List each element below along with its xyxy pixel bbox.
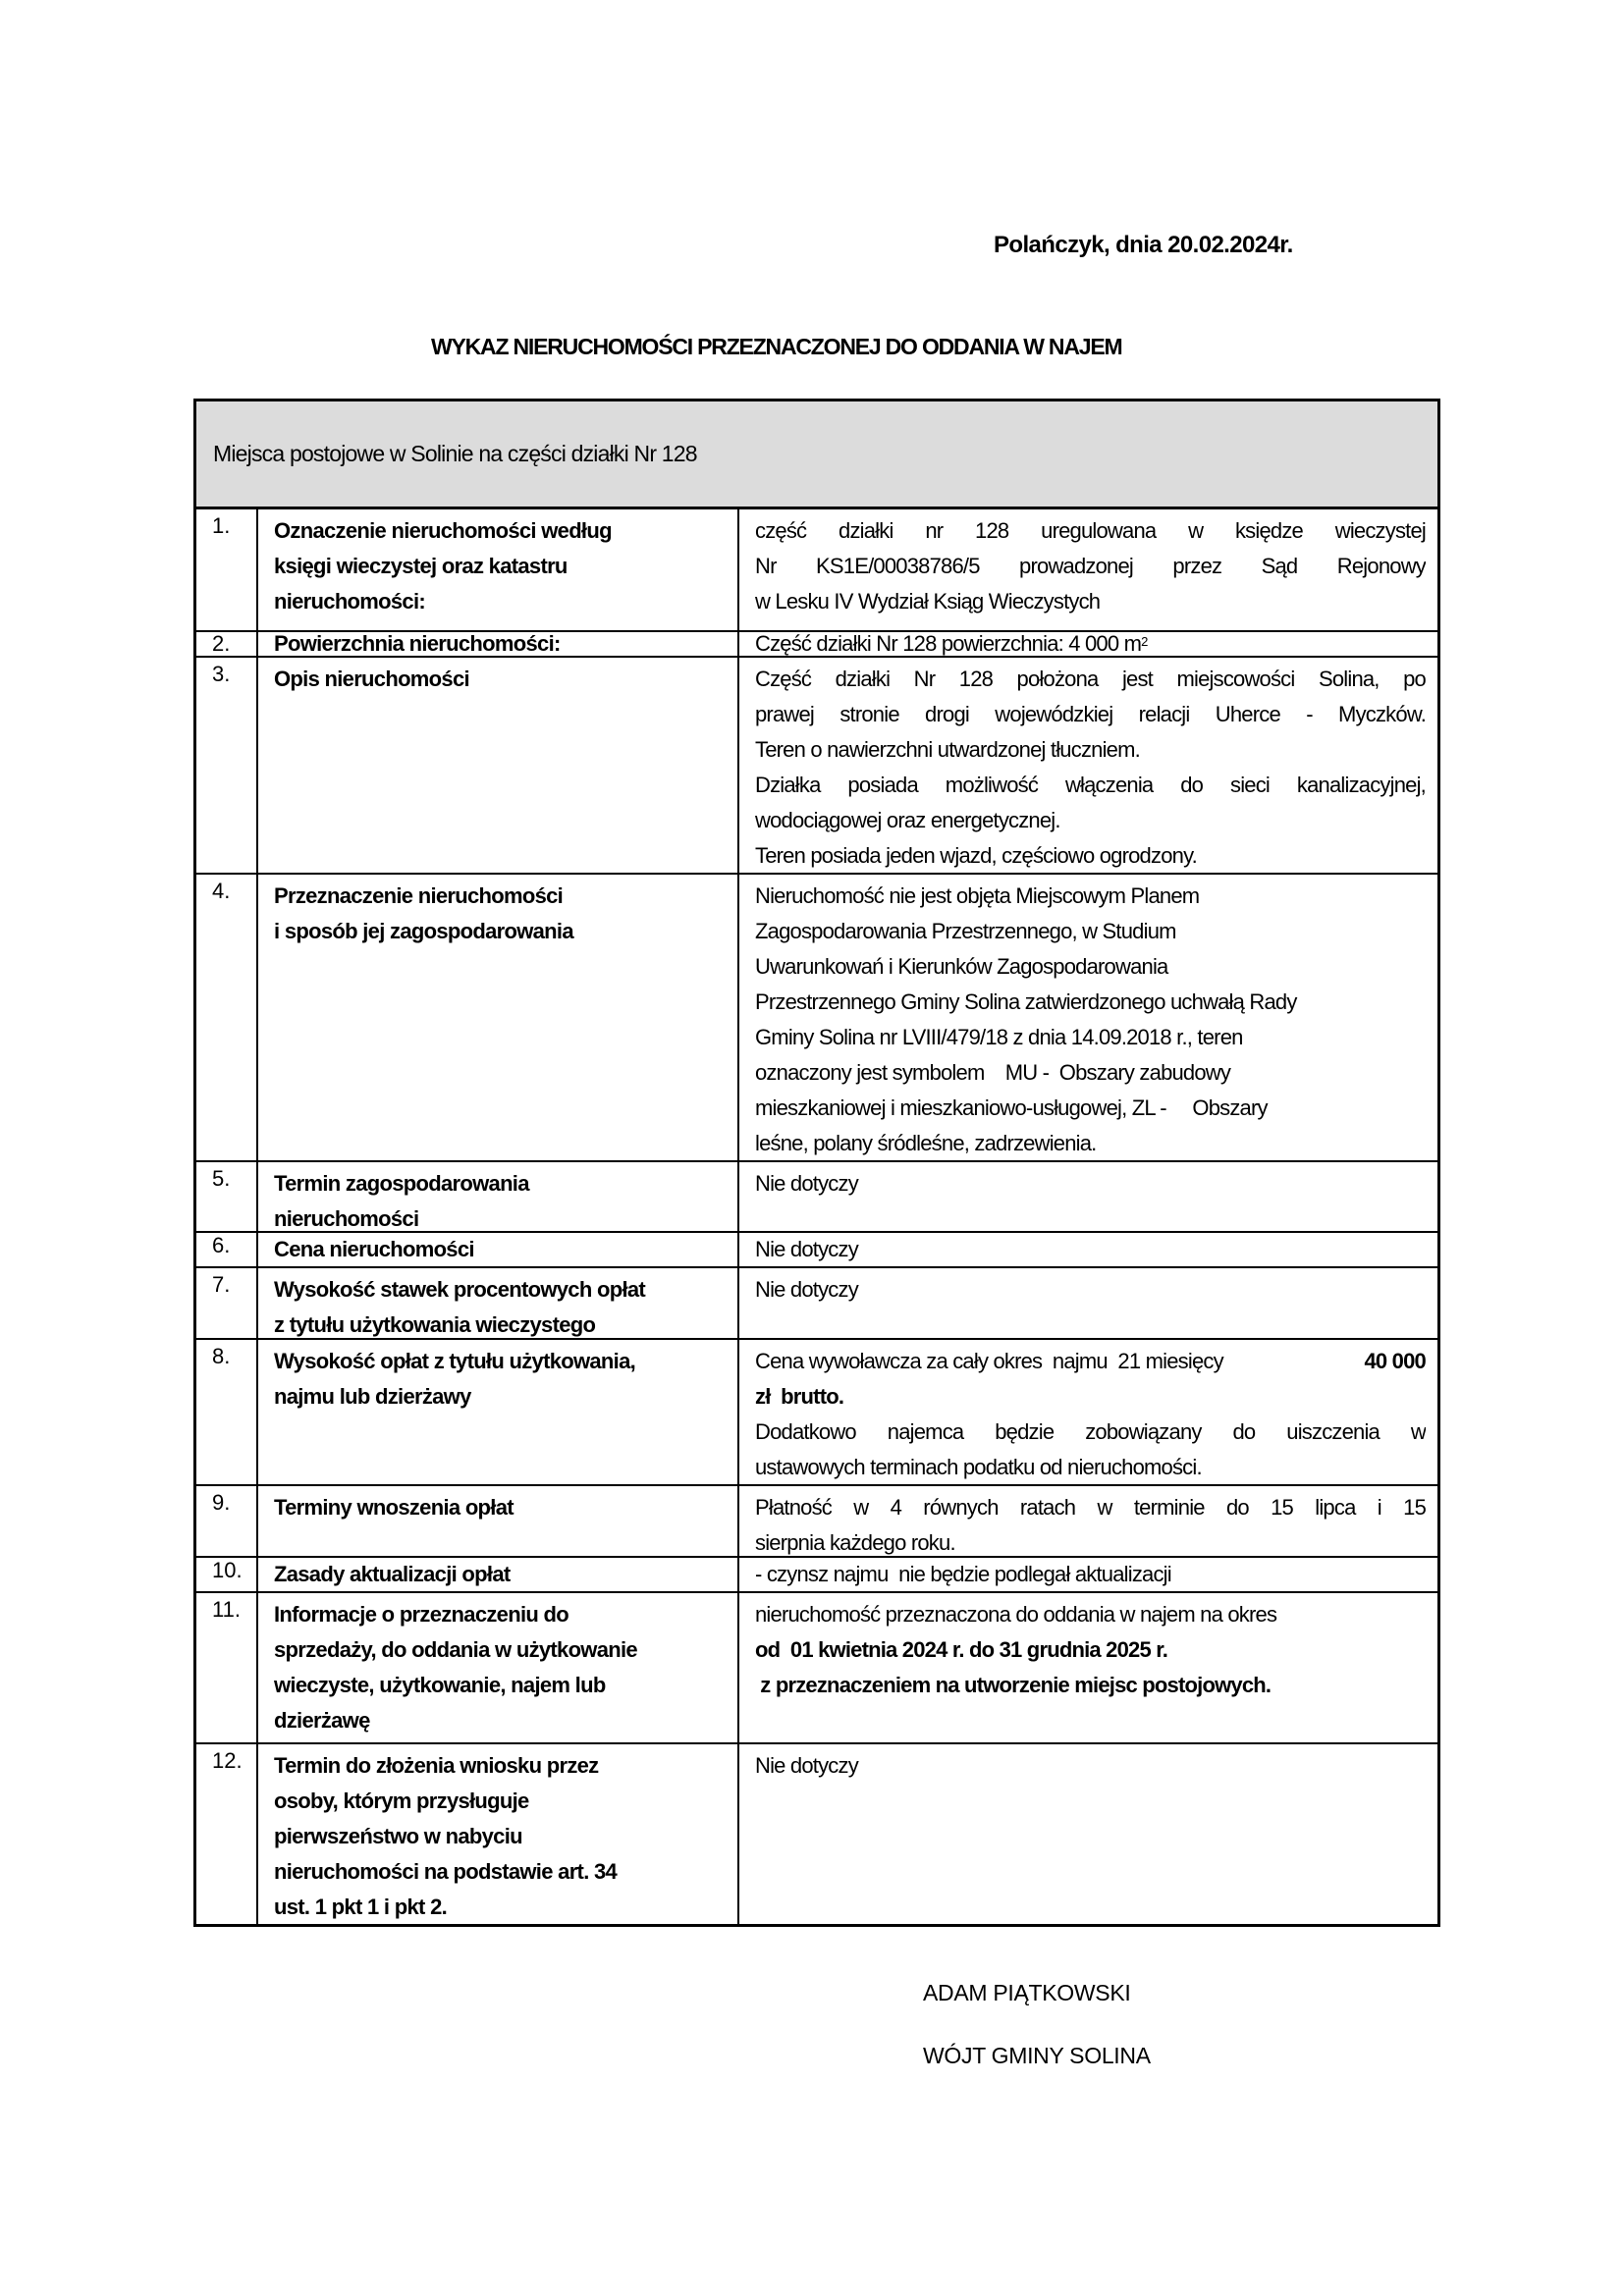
row-number: 11. [196,1593,258,1742]
label-line: z tytułu użytkowania wieczystego [274,1312,596,1337]
row-number: 7. [196,1268,258,1338]
table-caption-row [196,401,1437,509]
row-value [739,1593,1437,1742]
value-line: nieruchomość przeznaczona do oddania w najem na okres [755,1602,1277,1627]
row-value [739,1268,1437,1338]
value-line: Cena wywoławcza za cały okres najmu 21 miesięcy 40 000 [755,1344,1426,1379]
value-line: leśne, polany śródleśne, zadrzewienia. [755,1131,1097,1155]
table-row [196,1744,1437,1924]
row-value [739,658,1437,873]
row-label [258,1268,739,1338]
table-row [196,1233,1437,1268]
place-date: Polańczyk, dnia 20.02.2024r. [994,232,1293,258]
label-line: księgi wieczystej oraz katastru [274,554,568,578]
row-label [258,1486,739,1556]
value-line [755,1379,1426,1415]
signatory-position: WÓJT GMINY SOLINA [923,2043,1151,2068]
label-line: Informacje o przeznaczeniu do [274,1602,568,1627]
value-line: Nie dotyczy [755,1277,858,1302]
row-label [258,875,739,1160]
row-value [739,875,1437,1160]
value-line: Gminy Solina nr LVIII/479/18 z dnia 14.09.2018 r., teren [755,1025,1243,1049]
row-label [258,1593,739,1742]
row-value [739,1558,1437,1591]
value-line: Nieruchomość nie jest objęta Miejscowym Planem [755,883,1200,908]
row-number: 4. [196,875,258,1160]
row-label [258,1162,739,1231]
value-line: wodociągowej oraz energetycznej. [755,808,1060,832]
table-row [196,1558,1437,1593]
table-row [196,1593,1437,1744]
value-line: ustawowych terminach podatku od nieruchomości. [755,1455,1202,1479]
table-row [196,658,1437,875]
table-row [196,632,1437,658]
label-line: Przeznaczenie nieruchomości [274,883,564,908]
row-number: 8. [196,1340,258,1484]
label-line: sprzedaży, do oddania w użytkowanie [274,1637,637,1662]
table-row [196,509,1437,632]
table-row [196,1340,1437,1486]
row-value [739,1340,1437,1484]
value-line: Nie dotyczy [755,1753,858,1778]
label-line: Powierzchnia nieruchomości: [274,631,561,656]
row-label [258,1233,739,1266]
row-label [258,1340,739,1484]
row-number: 1. [196,509,258,630]
value-line: mieszkaniowej i mieszkaniowo-usługowej, ZL - Obszary [755,1095,1268,1120]
value-line: Zagospodarowania Przestrzennego, w Studium [755,919,1176,943]
table-row [196,1162,1437,1233]
row-value [739,1486,1437,1556]
price-amount: 40 000 [1364,1349,1426,1373]
value-line: Działka posiada możliwość włączenia do sieci kanalizacyjnej, [755,773,1426,797]
label-line: Zasady aktualizacji opłat [274,1562,511,1586]
value-line: Dodatkowo najemca będzie zobowiązany do uiszczenia w [755,1419,1426,1444]
row-value [739,1233,1437,1266]
signatory-name: ADAM PIĄTKOWSKI [923,1980,1131,2005]
label-line: i sposób jej zagospodarowania [274,919,573,943]
value-line: Uwarunkowań i Kierunków Zagospodarowania [755,954,1168,979]
label-line: Termin do złożenia wniosku przez [274,1753,599,1778]
value-line: prawej stronie drogi wojewódzkiej relacji Uherce - Myczków. [755,702,1426,726]
value-line: Część działki Nr 128 powierzchnia: 4 000 $m^2$ [755,631,1148,656]
row-label [258,658,739,873]
row-number: 3. [196,658,258,873]
label-line: Wysokość stawek procentowych opłat [274,1277,646,1302]
value-line: Nie dotyczy [755,1171,858,1196]
row-number: 10. [196,1558,258,1591]
row-value [739,1162,1437,1231]
row-number: 2. [196,632,258,656]
value-line: Część działki Nr 128 położona jest miejscowości Solina, po [755,667,1426,691]
value-line: Przestrzennego Gminy Solina zatwierdzonego uchwałą Rady [755,989,1297,1014]
table-caption: Miejsca postojowe w Solinie na części działki Nr 128 [213,441,697,466]
label-line: nieruchomości [274,1206,419,1231]
row-label [258,1744,739,1924]
row-value [739,509,1437,630]
table-row [196,875,1437,1162]
label-line: najmu lub dzierżawy [274,1384,471,1409]
value-line: Nr KS1E/00038786/5 prowadzonej przez Sąd Rejonowy [755,554,1426,578]
row-number: 12. [196,1744,258,1924]
value-line: - czynsz najmu nie będzie podlegał aktualizacji [755,1562,1171,1586]
row-label [258,1558,739,1591]
label-line: osoby, którym przysługuje [274,1789,529,1813]
document-title: WYKAZ NIERUCHOMOŚCI PRZEZNACZONEJ DO ODDANIA W NAJEM [431,334,1122,359]
label-line: Opis nieruchomości [274,667,469,691]
price-currency: zł brutto. [755,1384,844,1409]
label-line: pierwszeństwo w nabyciu [274,1824,522,1848]
row-label [258,632,739,656]
value-line: Płatność w 4 równych ratach w terminie do 15 lipca i 15 [755,1495,1426,1520]
property-table [193,399,1440,1927]
label-line: Terminy wnoszenia opłat [274,1495,514,1520]
lease-period: od 01 kwietnia 2024 r. do 31 grudnia 2025 r. [755,1637,1168,1662]
label-line: Cena nieruchomości [274,1237,474,1261]
value-line: sierpnia każdego roku. [755,1530,955,1555]
label-line: ust. 1 pkt 1 i pkt 2. [274,1895,448,1919]
table-row [196,1268,1437,1340]
superscript: 2 [1141,634,1148,649]
label-line: wieczyste, użytkowanie, najem lub [274,1673,606,1697]
label-line: dzierżawę [274,1708,370,1733]
row-value [739,632,1437,656]
row-number: 6. [196,1233,258,1266]
value-line: w Lesku IV Wydział Ksiąg Wieczystych [755,589,1101,614]
row-label [258,509,739,630]
label-line: nieruchomości: [274,589,426,614]
row-number: 5. [196,1162,258,1231]
label-line: nieruchomości na podstawie art. 34 [274,1859,618,1884]
value-line: część działki nr 128 uregulowana w księdze wieczystej [755,518,1426,543]
value-line: Nie dotyczy [755,1237,858,1261]
lease-purpose: z przeznaczeniem na utworzenie miejsc postojowych. [755,1673,1272,1697]
table-row [196,1486,1437,1558]
label-line: Oznaczenie nieruchomości według [274,518,612,543]
value-line: Teren posiada jeden wjazd, częściowo ogrodzony. [755,843,1197,868]
value-line: Teren o nawierzchni utwardzonej tłuczniem. [755,737,1140,762]
value-line: oznaczony jest symbolem MU - Obszary zabudowy [755,1060,1231,1085]
row-value [739,1744,1437,1924]
label-line: Termin zagospodarowania [274,1171,529,1196]
row-number: 9. [196,1486,258,1556]
label-line: Wysokość opłat z tytułu użytkowania, [274,1349,636,1373]
